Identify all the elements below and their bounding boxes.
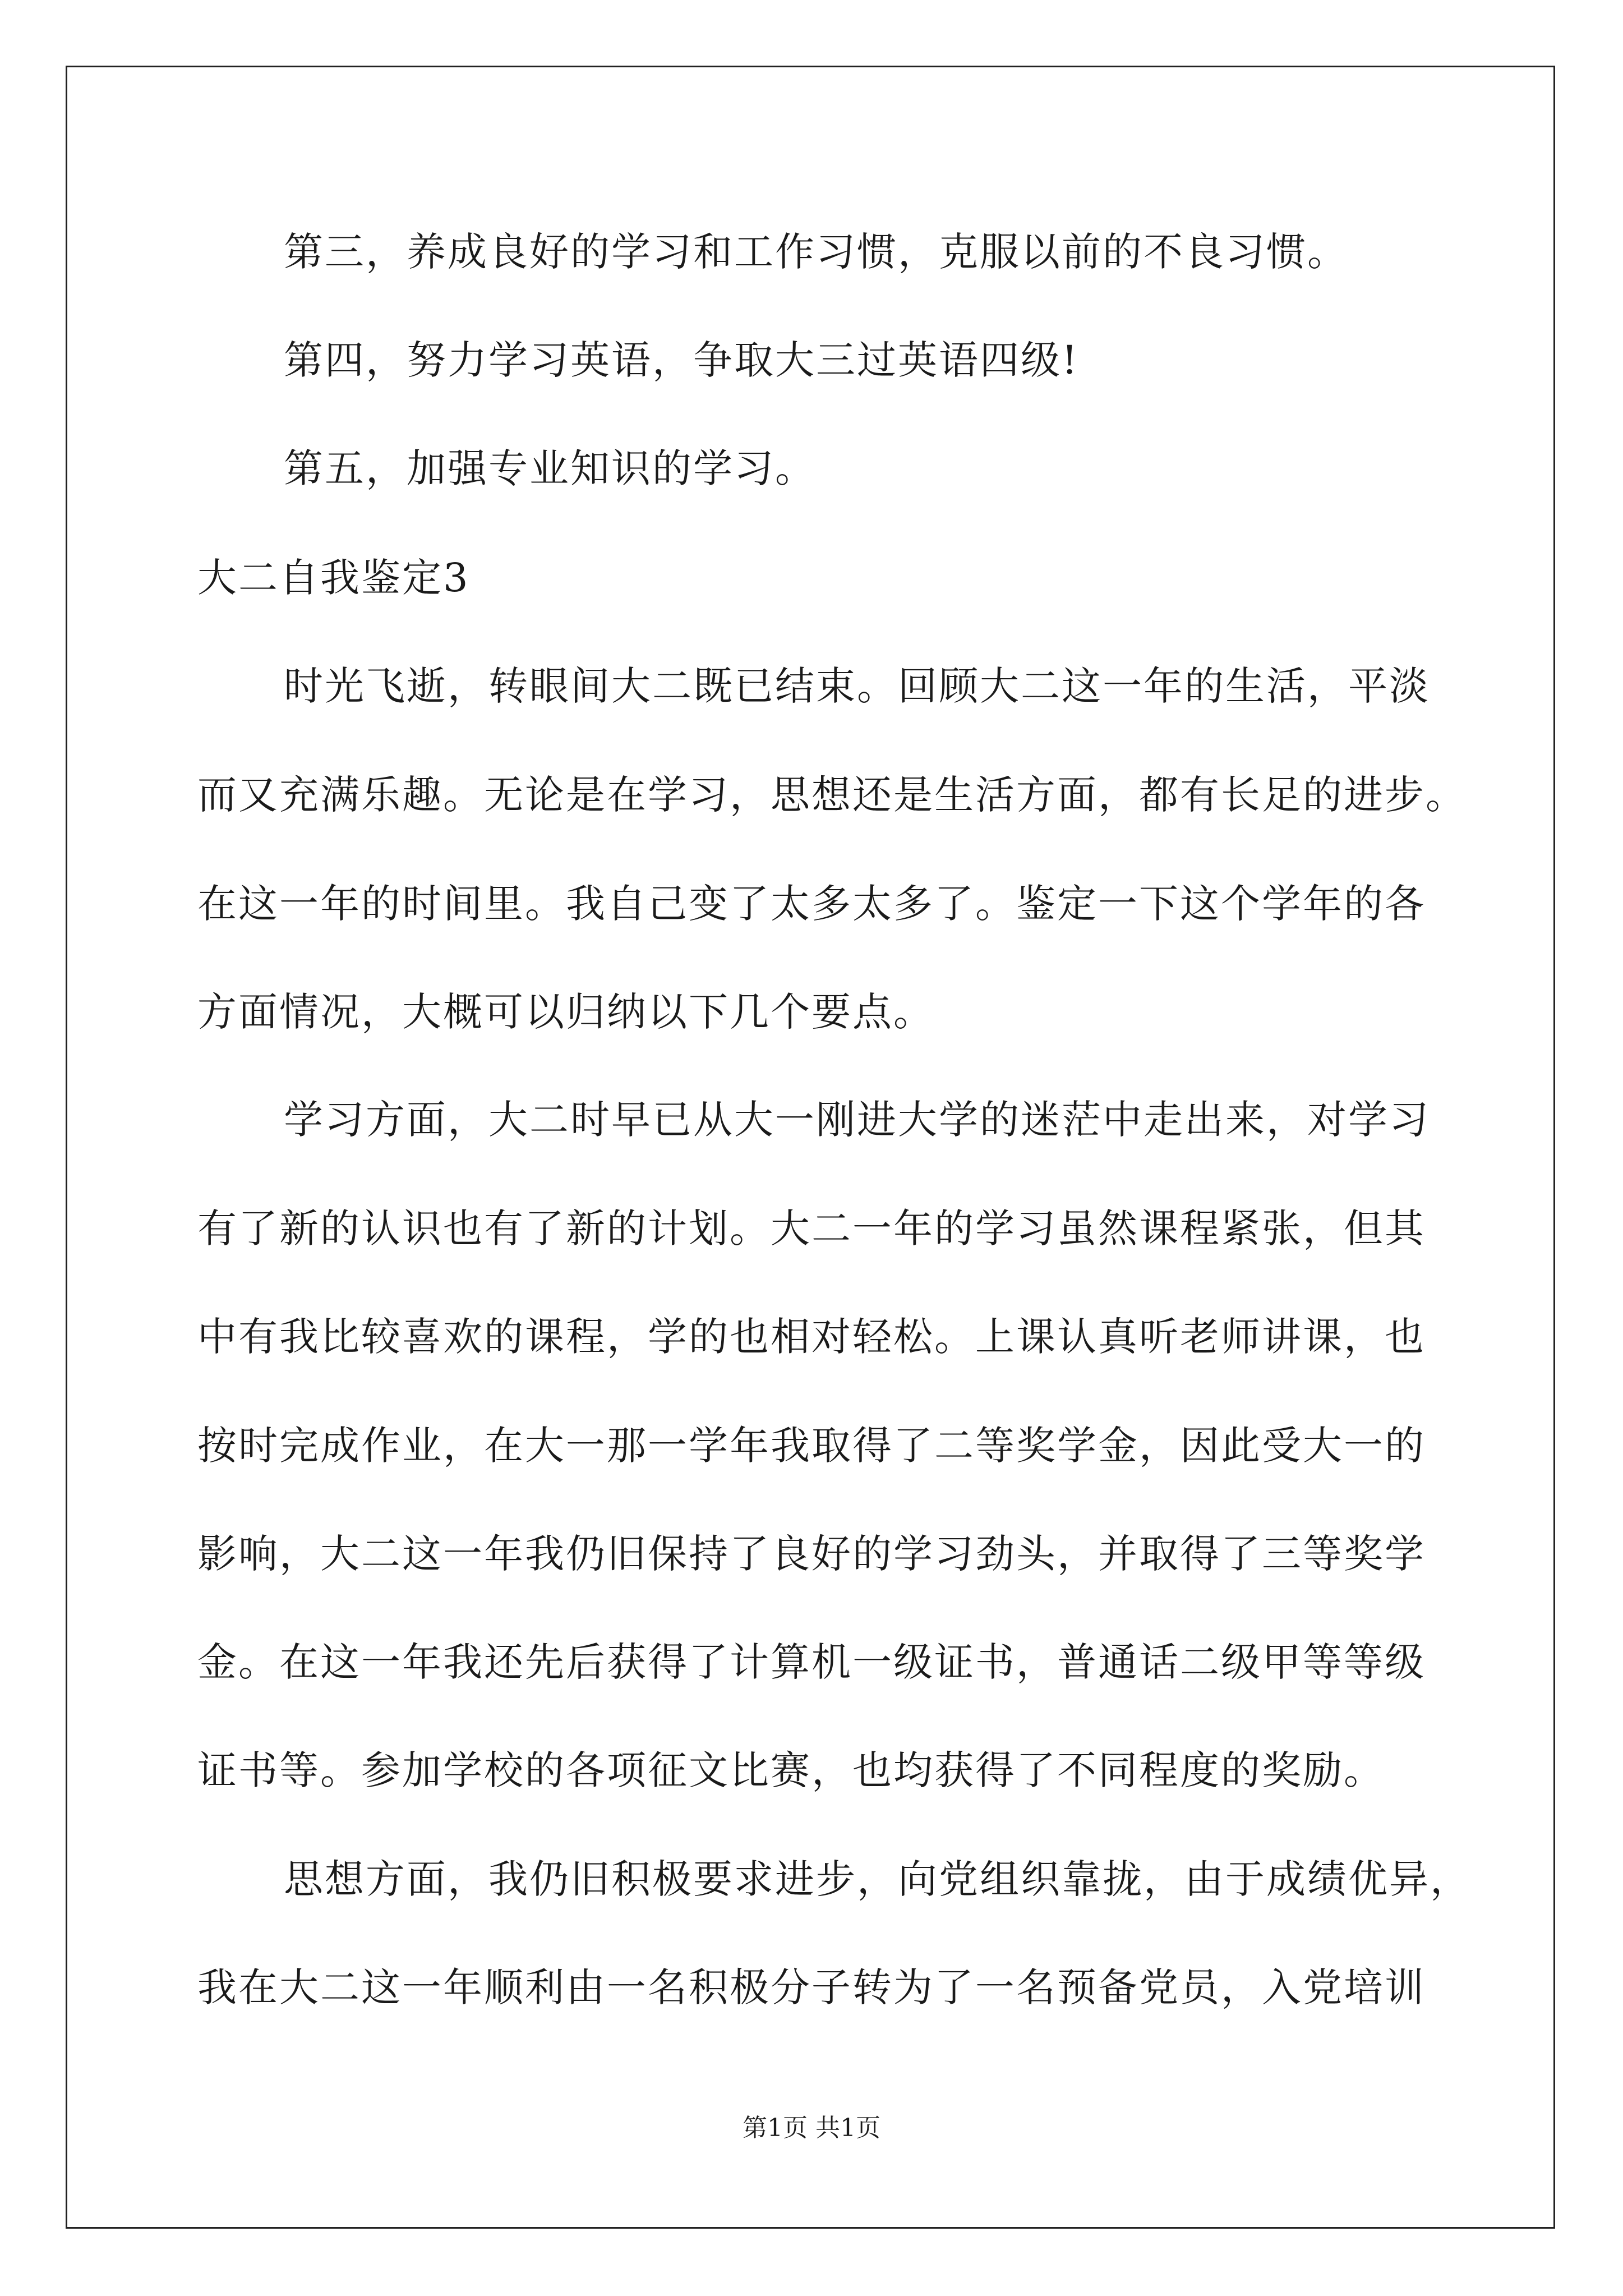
paragraph-line: 第四，努力学习英语，争取大三过英语四级!	[284, 337, 1080, 383]
paragraph-line: 证书等。参加学校的各项征文比赛，也均获得了不同程度的奖励。	[197, 1747, 1385, 1793]
paragraph-line: 在这一年的时间里。我自己变了太多太多了。鉴定一下这个学年的各	[197, 881, 1426, 927]
paragraph-line: 金。在这一年我还先后获得了计算机一级证书，普通话二级甲等等级	[197, 1639, 1426, 1685]
paragraph-line: 第五，加强专业知识的学习。	[284, 445, 816, 491]
paragraph-line: 我在大二这一年顺利由一名积极分子转为了一名预备党员，入党培训	[197, 1964, 1426, 2010]
page-footer: 第1页 共1页	[743, 2114, 880, 2142]
paragraph-line: 思想方面，我仍旧积极要求进步，向党组织靠拢，由于成绩优异，	[284, 1856, 1471, 1902]
paragraph-line: 影响，大二这一年我仍旧保持了良好的学习劲头，并取得了三等奖学	[197, 1531, 1426, 1577]
paragraph-line: 中有我比较喜欢的课程，学的也相对轻松。上课认真听老师讲课，也	[197, 1314, 1426, 1360]
paragraph-line: 有了新的认识也有了新的计划。大二一年的学习虽然课程紧张，但其	[197, 1205, 1426, 1251]
paragraph-line: 学习方面，大二时早已从大一刚进大学的迷茫中走出来，对学习	[284, 1097, 1430, 1143]
paragraph-line: 方面情况，大概可以归纳以下几个要点。	[197, 989, 934, 1035]
section-heading: 大二自我鉴定3	[197, 555, 470, 601]
paragraph-line: 第三，养成良好的学习和工作习惯，克服以前的不良习惯。	[284, 229, 1348, 275]
paragraph-line: 而又充满乐趣。无论是在学习，思想还是生活方面，都有长足的进步。	[197, 772, 1467, 818]
page-border	[66, 66, 1555, 2229]
paragraph-line: 按时完成作业，在大一那一学年我取得了二等奖学金，因此受大一的	[197, 1423, 1426, 1469]
paragraph-line: 时光飞逝，转眼间大二既已结束。回顾大二这一年的生活，平淡	[284, 663, 1430, 709]
